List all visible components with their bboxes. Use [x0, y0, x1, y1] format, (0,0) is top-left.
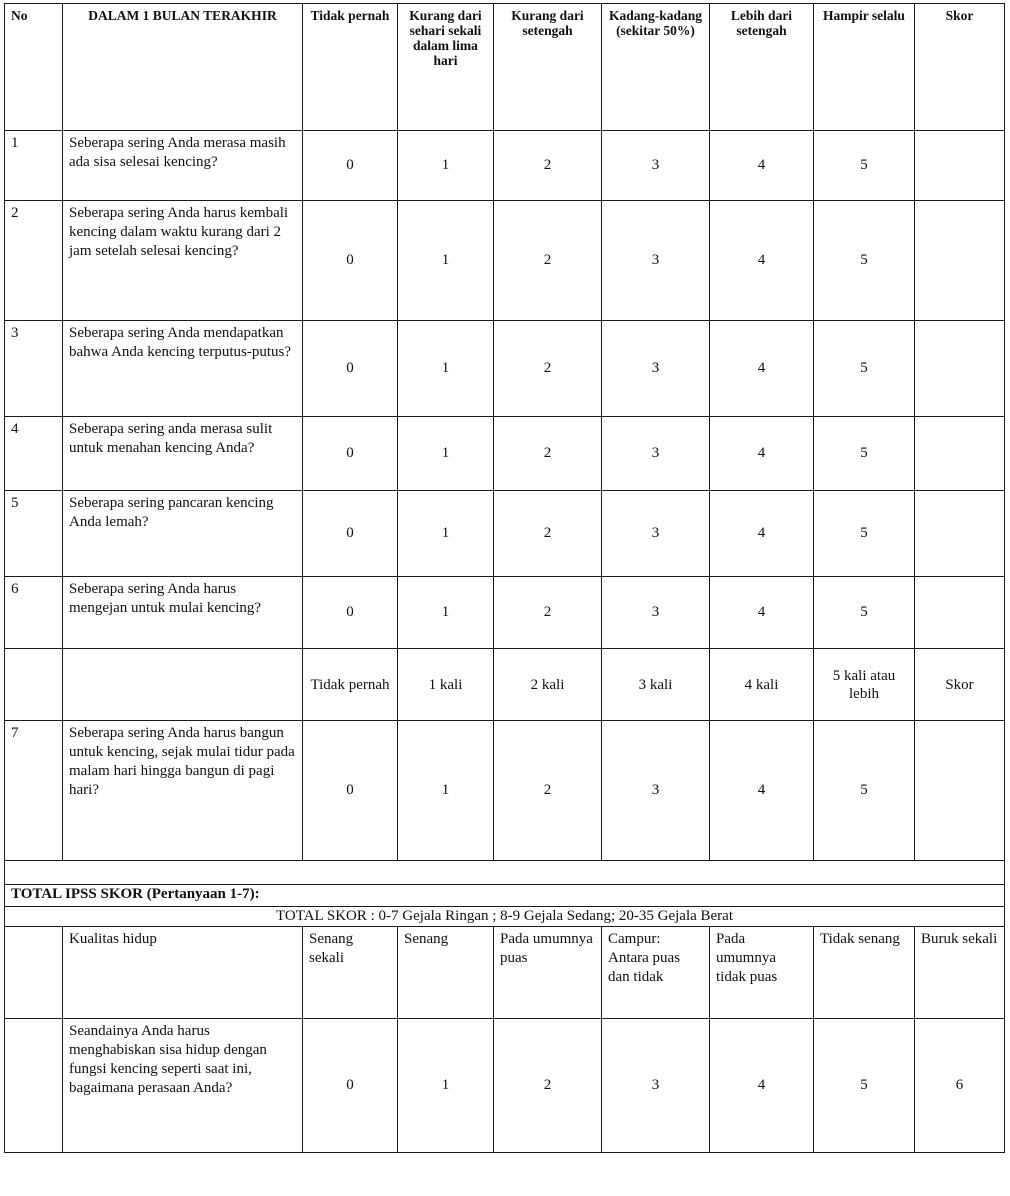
score-option-3[interactable]: 3 [602, 131, 710, 201]
question-number: 3 [5, 321, 63, 417]
nocturia-score-header: Skor [915, 649, 1005, 721]
score-option-2[interactable]: 2 [494, 417, 602, 491]
empty-cell [5, 927, 63, 1019]
qol-score-1[interactable]: 1 [398, 1019, 494, 1153]
score-option-0[interactable]: 0 [303, 201, 398, 321]
empty-cell [5, 1019, 63, 1153]
score-option-2[interactable]: 2 [494, 321, 602, 417]
question-row-5 [5, 491, 1005, 577]
header-option-2: Kurang dari setengah [494, 4, 602, 131]
qol-option-1: Senang [398, 927, 494, 1019]
question-text: Seberapa sering Anda merasa masih ada sisa selesai kencing? [63, 131, 303, 201]
header-option-5: Hampir selalu [814, 4, 915, 131]
qol-score-5[interactable]: 5 [814, 1019, 915, 1153]
score-option-5[interactable]: 5 [814, 321, 915, 417]
total-title-row [5, 885, 1005, 907]
score-option-3[interactable]: 3 [602, 577, 710, 649]
nocturia-option-1: 1 kali [398, 649, 494, 721]
score-option-5[interactable]: 5 [814, 131, 915, 201]
score-option-4[interactable]: 4 [710, 201, 814, 321]
score-input[interactable] [915, 321, 1005, 417]
question-number: 1 [5, 131, 63, 201]
score-input[interactable] [915, 577, 1005, 649]
score-option-4[interactable]: 4 [710, 577, 814, 649]
score-option-4[interactable]: 4 [710, 721, 814, 861]
nocturia-option-3: 3 kali [602, 649, 710, 721]
qol-score-4[interactable]: 4 [710, 1019, 814, 1153]
header-score: Skor [915, 4, 1005, 131]
qol-question-row [5, 1019, 1005, 1153]
header-row [5, 4, 1005, 131]
header-option-4: Lebih dari setengah [710, 4, 814, 131]
score-option-0[interactable]: 0 [303, 491, 398, 577]
question-text: Seberapa sering Anda mendapatkan bahwa Anda kencing terputus-putus? [63, 321, 303, 417]
total-legend-row [5, 907, 1005, 927]
score-option-1[interactable]: 1 [398, 321, 494, 417]
header-no: No [5, 4, 63, 131]
question-text: Seberapa sering Anda harus kembali kencing dalam waktu kurang dari 2 jam setelah selesai kencing? [63, 201, 303, 321]
spacer-row [5, 861, 1005, 885]
score-option-2[interactable]: 2 [494, 201, 602, 321]
question-number: 5 [5, 491, 63, 577]
question-row-6 [5, 577, 1005, 649]
question-number: 4 [5, 417, 63, 491]
score-option-3[interactable]: 3 [602, 201, 710, 321]
score-option-2[interactable]: 2 [494, 491, 602, 577]
score-option-3[interactable]: 3 [602, 721, 710, 861]
empty-cell [5, 649, 63, 721]
score-option-1[interactable]: 1 [398, 577, 494, 649]
qol-score-0[interactable]: 0 [303, 1019, 398, 1153]
score-option-2[interactable]: 2 [494, 721, 602, 861]
question-row-4 [5, 417, 1005, 491]
total-score-legend: TOTAL SKOR : 0-7 Gejala Ringan ; 8-9 Gejala Sedang; 20-35 Gejala Berat [5, 907, 1005, 927]
qol-option-5: Tidak senang [814, 927, 915, 1019]
qol-option-4: Pada umumnya tidak puas [710, 927, 814, 1019]
question-row-3 [5, 321, 1005, 417]
score-option-3[interactable]: 3 [602, 321, 710, 417]
score-option-5[interactable]: 5 [814, 577, 915, 649]
qol-label: Kualitas hidup [63, 927, 303, 1019]
nocturia-option-5: 5 kali atau lebih [814, 649, 915, 721]
score-option-5[interactable]: 5 [814, 721, 915, 861]
header-period: DALAM 1 BULAN TERAKHIR [63, 4, 303, 131]
score-option-5[interactable]: 5 [814, 201, 915, 321]
ipss-questionnaire-table [4, 3, 1005, 1153]
qol-option-0: Senang sekali [303, 927, 398, 1019]
score-input[interactable] [915, 131, 1005, 201]
question-text: Seberapa sering anda merasa sulit untuk menahan kencing Anda? [63, 417, 303, 491]
score-input[interactable] [915, 721, 1005, 861]
score-option-0[interactable]: 0 [303, 721, 398, 861]
nocturia-option-0: Tidak pernah [303, 649, 398, 721]
question-text: Seberapa sering Anda harus mengejan untuk mulai kencing? [63, 577, 303, 649]
header-option-0: Tidak pernah [303, 4, 398, 131]
score-input[interactable] [915, 201, 1005, 321]
question-number: 6 [5, 577, 63, 649]
total-score-title: TOTAL IPSS SKOR (Pertanyaan 1-7): [5, 885, 1005, 907]
score-option-5[interactable]: 5 [814, 491, 915, 577]
score-option-3[interactable]: 3 [602, 491, 710, 577]
nocturia-option-4: 4 kali [710, 649, 814, 721]
score-option-1[interactable]: 1 [398, 721, 494, 861]
score-input[interactable] [915, 491, 1005, 577]
spacer-cell [5, 861, 1005, 885]
question-row-7 [5, 721, 1005, 861]
empty-cell [63, 649, 303, 721]
score-option-5[interactable]: 5 [814, 417, 915, 491]
score-option-4[interactable]: 4 [710, 131, 814, 201]
qol-score-3[interactable]: 3 [602, 1019, 710, 1153]
score-option-0[interactable]: 0 [303, 577, 398, 649]
nocturia-header-row [5, 649, 1005, 721]
qol-header-row [5, 927, 1005, 1019]
nocturia-option-2: 2 kali [494, 649, 602, 721]
qol-option-2: Pada umumnya puas [494, 927, 602, 1019]
score-option-4[interactable]: 4 [710, 417, 814, 491]
qol-score-6[interactable]: 6 [915, 1019, 1005, 1153]
question-row-2 [5, 201, 1005, 321]
question-number: 7 [5, 721, 63, 861]
score-option-0[interactable]: 0 [303, 131, 398, 201]
score-option-2[interactable]: 2 [494, 131, 602, 201]
qol-score-2[interactable]: 2 [494, 1019, 602, 1153]
score-option-0[interactable]: 0 [303, 417, 398, 491]
question-number: 2 [5, 201, 63, 321]
score-option-2[interactable]: 2 [494, 577, 602, 649]
score-option-1[interactable]: 1 [398, 417, 494, 491]
score-option-3[interactable]: 3 [602, 417, 710, 491]
question-text: Seberapa sering Anda harus bangun untuk kencing, sejak mulai tidur pada malam hari hingga bangun di pagi hari? [63, 721, 303, 861]
qol-option-3: Campur: Antara puas dan tidak [602, 927, 710, 1019]
score-option-1[interactable]: 1 [398, 201, 494, 321]
question-text: Seberapa sering pancaran kencing Anda lemah? [63, 491, 303, 577]
score-option-4[interactable]: 4 [710, 321, 814, 417]
score-option-1[interactable]: 1 [398, 491, 494, 577]
header-option-1: Kurang dari sehari sekali dalam lima hari [398, 4, 494, 131]
score-input[interactable] [915, 417, 1005, 491]
header-option-3: Kadang-kadang (sekitar 50%) [602, 4, 710, 131]
score-option-1[interactable]: 1 [398, 131, 494, 201]
score-option-0[interactable]: 0 [303, 321, 398, 417]
score-option-4[interactable]: 4 [710, 491, 814, 577]
question-row-1 [5, 131, 1005, 201]
qol-question-text: Seandainya Anda harus menghabiskan sisa hidup dengan fungsi kencing seperti saat ini, bagaimana perasaan Anda? [63, 1019, 303, 1153]
qol-option-6: Buruk sekali [915, 927, 1005, 1019]
